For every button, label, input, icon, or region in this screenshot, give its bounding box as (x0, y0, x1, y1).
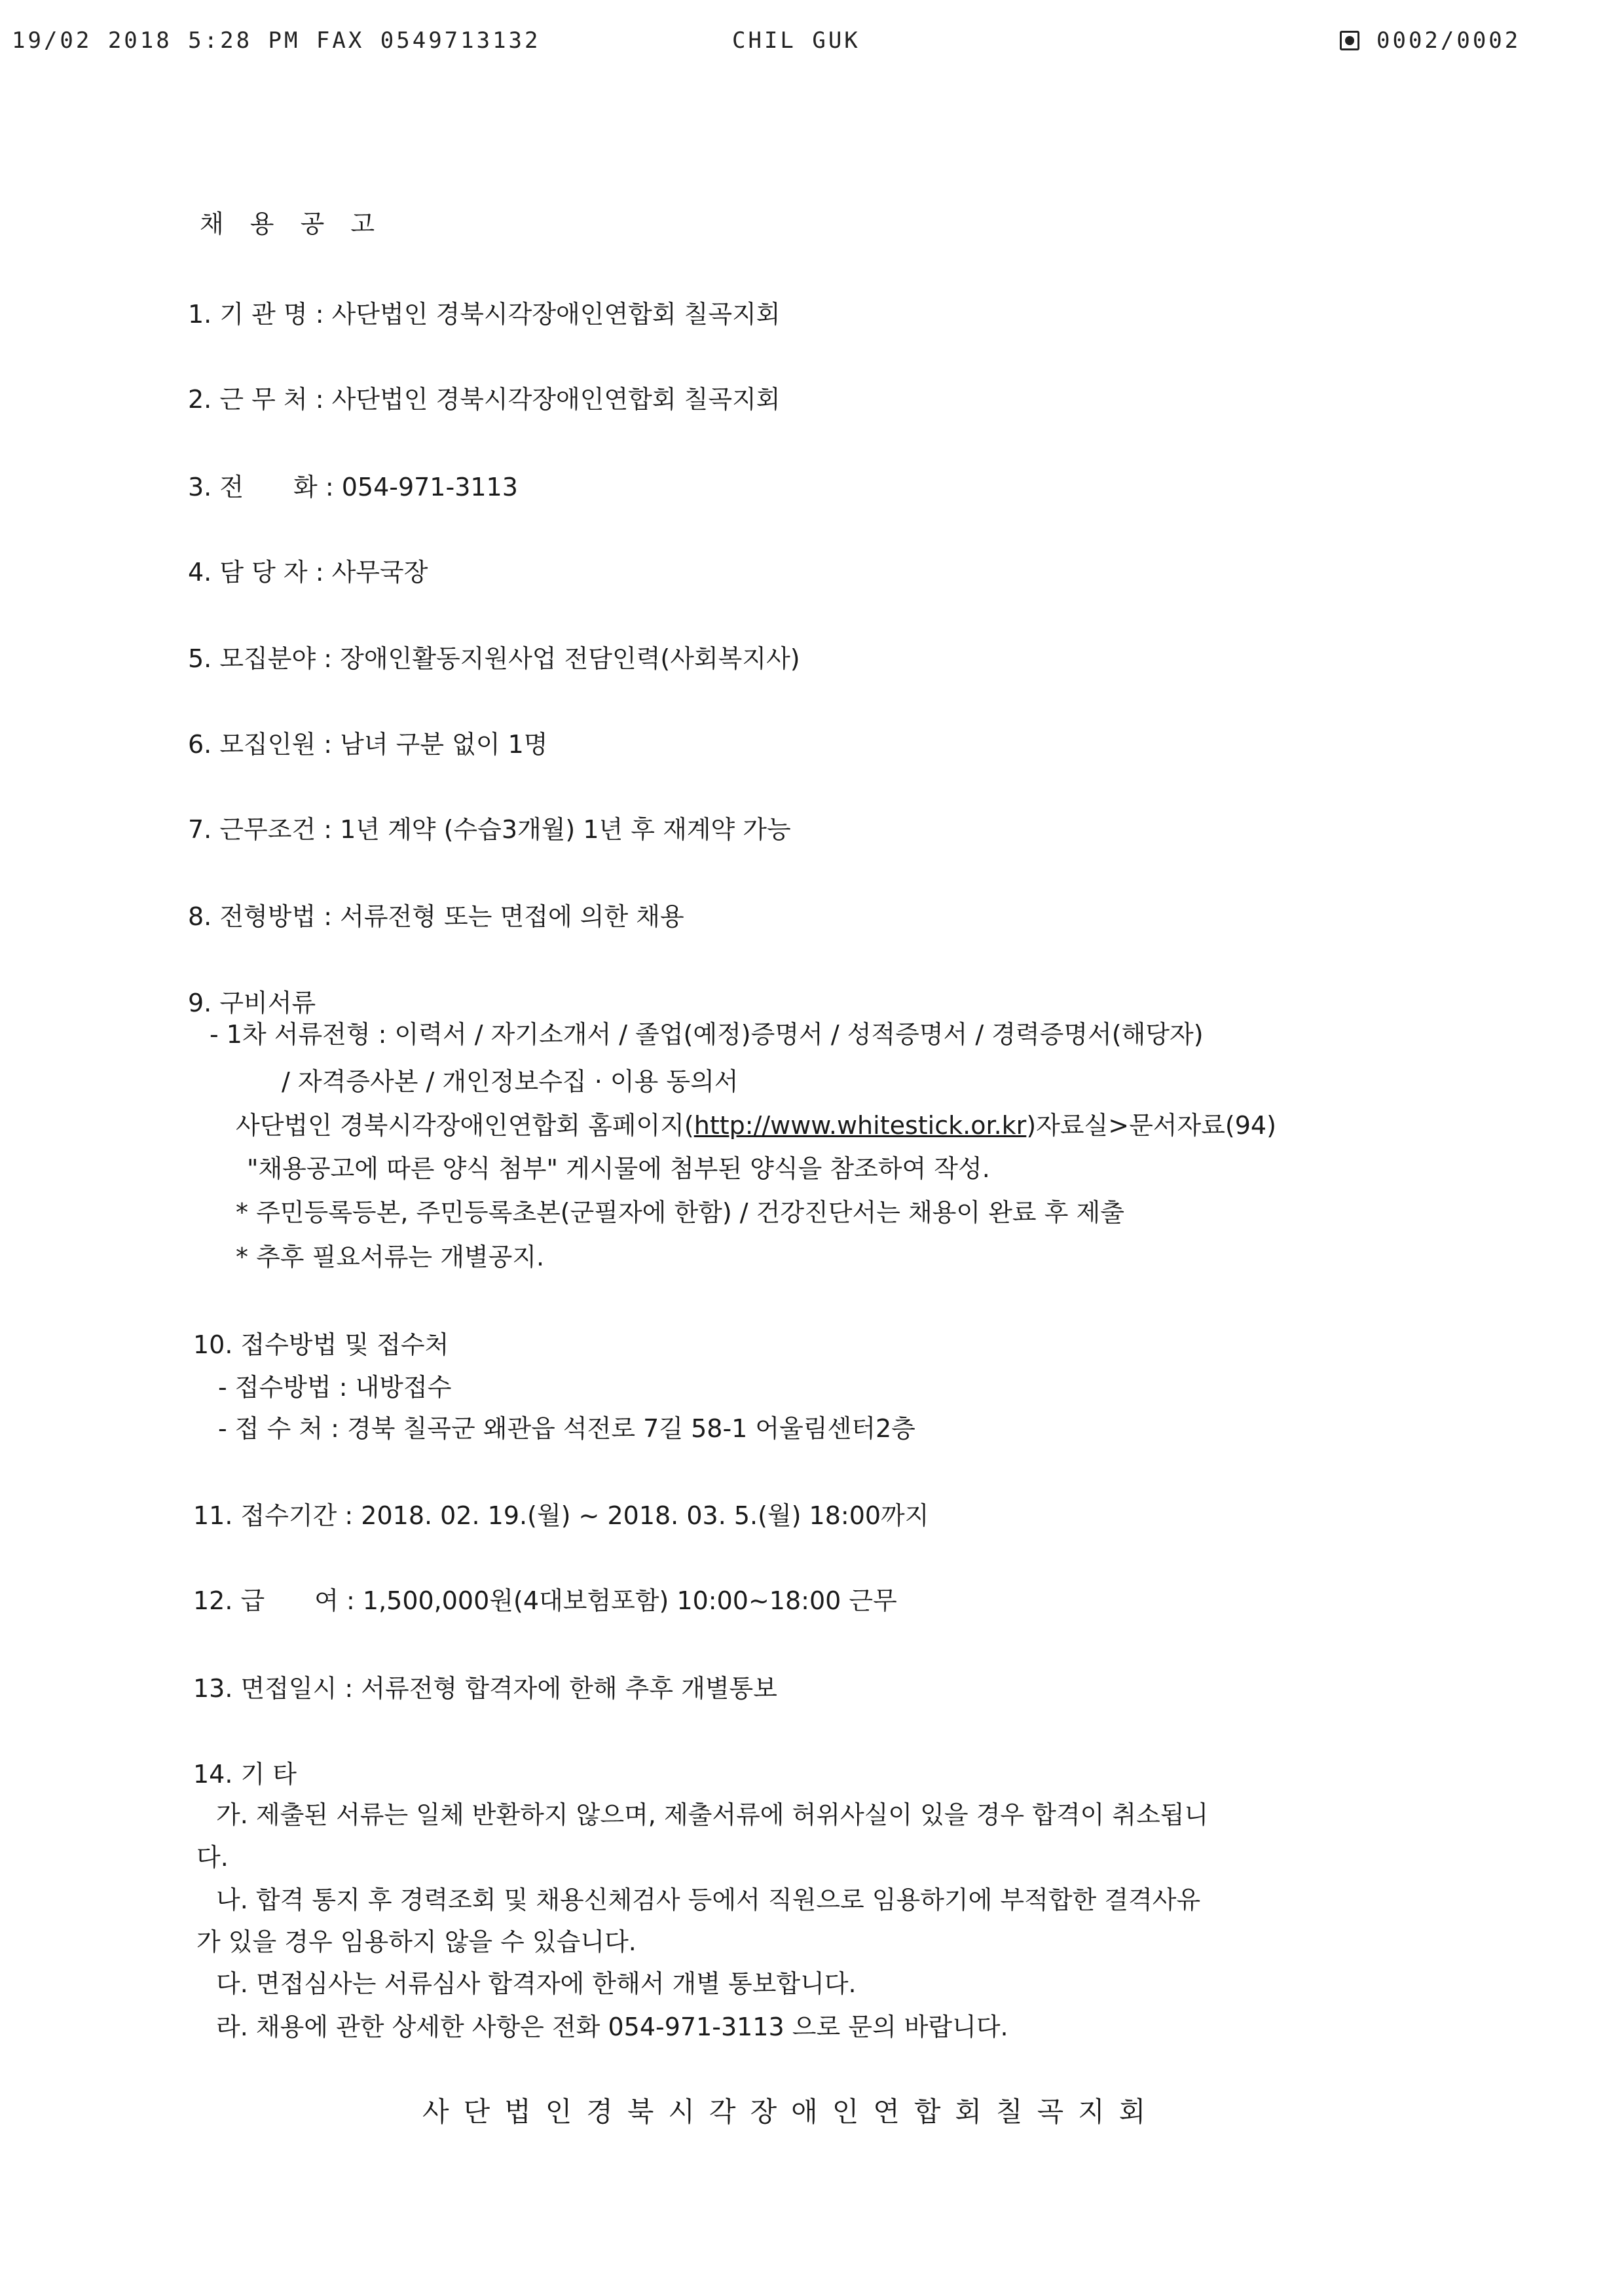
item-recruitment-field: 5. 모집분야 : 장애인활동지원사업 전담인력(사회복지사) (188, 644, 800, 673)
item-work-conditions: 7. 근무조건 : 1년 계약 (수습3개월) 1년 후 재계약 가능 (188, 815, 791, 844)
documents-homepage-line (236, 1111, 1276, 1141)
item-contact-person: 4. 담 당 자 : 사무국장 (188, 558, 428, 587)
other-a-line-2: 다. (196, 1843, 229, 1872)
fax-header-left: 19/02 2018 5:28 PM FAX 0549713132 (12, 27, 541, 54)
documents-note-1: * 주민등록등본, 주민등록초본(군필자에 한함) / 건강진단서는 채용이 완료 후 제출 (236, 1198, 1124, 1227)
item-other: 14. 기 타 (193, 1760, 297, 1789)
other-d: 라. 채용에 관한 상세한 사항은 전화 054-971-3113 으로 문의 바랍니다. (216, 2013, 1008, 2041)
item-required-documents: 9. 구비서류 (188, 989, 316, 1017)
item-workplace: 2. 근 무 처 : 사단법인 경북시각장애인연합회 칠곡지회 (188, 385, 781, 414)
item-phone: 3. 전 화 : 054-971-3113 (188, 473, 518, 501)
documents-line-2: / 자격증사본 / 개인정보수집 · 이용 동의서 (282, 1067, 739, 1096)
application-method: - 접수방법 : 내방접수 (218, 1373, 452, 1402)
fax-header-sender: CHIL GUK (732, 27, 860, 54)
fax-page-count: 0002/0002 (1376, 27, 1521, 54)
item-application-period: 11. 접수기간 : 2018. 02. 19.(월) ~ 2018. 03. 5.(월) 18:00까지 (193, 1501, 929, 1530)
documents-note-2: * 추후 필요서류는 개별공지. (236, 1243, 545, 1271)
footer-organization: 사단법인경북시각장애인연합회칠곡지회 (422, 2096, 1160, 2128)
item-application: 10. 접수방법 및 접수처 (193, 1330, 449, 1359)
other-b-line-1: 나. 합격 통지 후 경력조회 및 채용신체검사 등에서 직원으로 임용하기에 부적합한 결격사유 (216, 1886, 1201, 1914)
document-title: 채 용 공 고 (200, 210, 384, 238)
fax-header-pages (1340, 27, 1521, 54)
homepage-link[interactable]: http://www.whitestick.or.kr (693, 1111, 1027, 1140)
documents-line-1: - 1차 서류전형 : 이력서 / 자기소개서 / 졸업(예정)증명서 / 성적증명서 / 경력증명서(해당자) (210, 1020, 1204, 1049)
item-interview-date: 13. 면접일시 : 서류전형 합격자에 한해 추후 개별통보 (193, 1674, 777, 1703)
homepage-path: )자료실>문서자료(94) (1026, 1111, 1276, 1140)
homepage-text: 사단법인 경북시각장애인연합회 홈페이지( (236, 1111, 694, 1140)
other-a-line-1: 가. 제출된 서류는 일체 반환하지 않으며, 제출서류에 허위사실이 있을 경우 합격이 취소됩니 (216, 1800, 1209, 1829)
item-salary: 12. 급 여 : 1,500,000원(4대보험포함) 10:00~18:00 근무 (193, 1586, 897, 1615)
fax-page-icon (1340, 31, 1359, 50)
other-b-line-2: 가 있을 경우 임용하지 않을 수 있습니다. (196, 1927, 637, 1956)
documents-line-4: "채용공고에 따른 양식 첨부" 게시물에 첨부된 양식을 참조하여 작성. (247, 1154, 990, 1183)
item-organization: 1. 기 관 명 : 사단법인 경북시각장애인연합회 칠곡지회 (188, 300, 781, 329)
application-place: - 접 수 처 : 경북 칠곡군 왜관읍 석전로 7길 58-1 어울림센터2층 (218, 1414, 915, 1443)
item-headcount: 6. 모집인원 : 남녀 구분 없이 1명 (188, 730, 548, 759)
other-c: 다. 면접심사는 서류심사 합격자에 한해서 개별 통보합니다. (216, 1969, 857, 1998)
item-selection-method: 8. 전형방법 : 서류전형 또는 면접에 의한 채용 (188, 902, 684, 931)
